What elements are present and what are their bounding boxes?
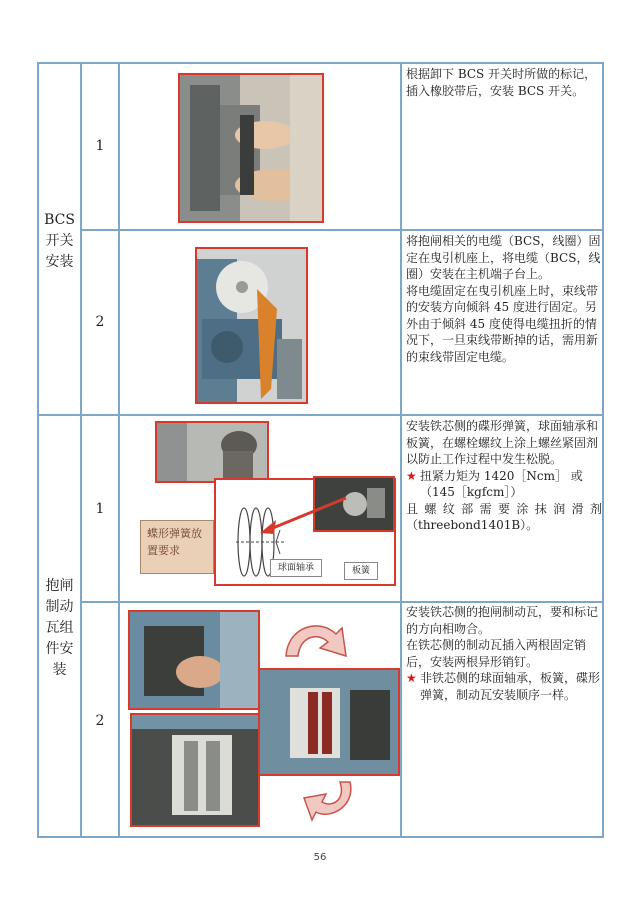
section-label-bcs: BCS 开关 安装 [44, 212, 75, 270]
torque-note: ★ 扭紧力矩为 1420［Ncm］ 或 （145［kgfcm］） [406, 468, 583, 499]
step-number: 1 [95, 138, 105, 154]
description-bcs-step2 [406, 233, 602, 365]
curved-arrow-right-icon [280, 612, 352, 662]
photo-brake-shoe-insert [128, 610, 260, 710]
paragraph: 安装铁芯侧的抱闸制动瓦，要和标记的方向相吻合。 [406, 605, 599, 636]
paragraph: 安装铁芯侧的碟形弹簧，球面轴承和板簧，在螺栓螺纹上涂上螺丝紧固剂以防止工作过程中发生松脱。 [406, 419, 599, 466]
photo-brake-shoe-assembled [258, 668, 400, 776]
table-border-row1 [80, 229, 604, 231]
lubricant-note: 且 螺 纹 部 需 要 涂 抹 润 滑 剂 [406, 501, 602, 516]
star-note: ★ 非铁芯侧的球面轴承，板簧，碟形弹簧，制动瓦安装顺序一样。 [406, 671, 601, 702]
curved-arrow-left-icon [300, 776, 356, 826]
page-number: 56 [313, 852, 327, 863]
star-icon: ★ [406, 468, 417, 483]
paragraph: 将抱闸相关的电缆（BCS，线圈）固定在曳引机座上，将电缆（BCS，线圈）安装在主机端子台上。 [406, 234, 601, 281]
paragraph: 将电缆固定在曳引机座上时，束线带的安装方向倾斜 45 度进行固定。另外由于倾斜 45 度使得电缆扭折的情况下，一旦束线带断掉的话，需用新的束线带固定电缆。 [406, 283, 599, 364]
arrow-pointer [250, 490, 350, 540]
table-border-top [37, 62, 604, 64]
table-border-left [37, 62, 39, 838]
paragraph: 在铁芯侧的制动瓦插入两根固定销后，安装两根异形销钉。 [406, 638, 587, 669]
disc-spring-label-box: 蝶形弹簧放置要求 [140, 520, 214, 574]
step-number: 2 [95, 314, 105, 330]
photo-bcs-switch-install [178, 73, 324, 223]
paragraph: 根据卸下 BCS 开关时所做的标记，插入橡胶带后，安装 BCS 开关。 [406, 67, 597, 98]
description-bcs-step1 [406, 66, 602, 99]
section-label-brake: 抱闸 制动 瓦组 件安 装 [45, 578, 74, 678]
star-icon: ★ [406, 671, 417, 685]
table-border-right [602, 62, 604, 838]
table-border-section [37, 414, 604, 416]
table-border-col3 [400, 62, 402, 838]
ball-bearing-label: 球面轴承 [270, 559, 322, 577]
photo-cable-fixing [195, 247, 308, 404]
lubricant-spec: （threebond1401B）。 [406, 518, 539, 532]
description-brake-step2 [406, 604, 602, 703]
step-number: 1 [95, 501, 105, 517]
step-number: 2 [95, 713, 105, 729]
photo-brake-shoe-pins [130, 713, 260, 827]
description-brake-step1 [406, 418, 602, 534]
leaf-spring-label: 板簧 [344, 562, 378, 580]
table-border-bottom [37, 836, 604, 838]
photo-brake-bolt [155, 421, 269, 483]
table-border-row3 [80, 601, 604, 603]
